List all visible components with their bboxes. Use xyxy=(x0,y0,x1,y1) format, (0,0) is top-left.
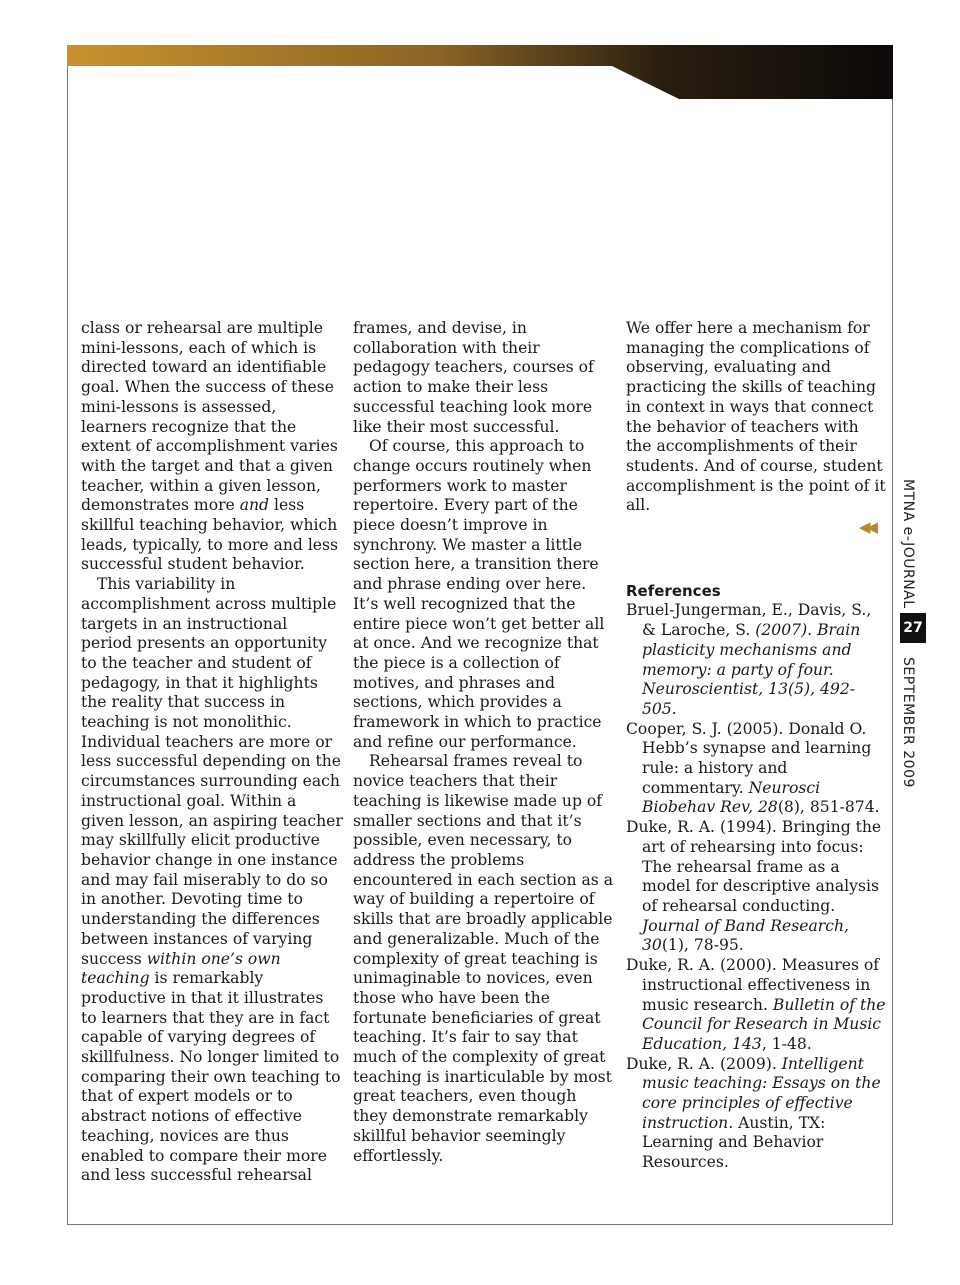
header-gradient-bar xyxy=(67,45,893,99)
article-column-1 xyxy=(81,319,343,1186)
reference-item: Duke, R. A. (2009). Intelligent music teaching: Essays on the core principles of effective instruction. Austin, TX: Learning and Behavior Resources. xyxy=(626,1054,881,1172)
article-column-3 xyxy=(626,319,888,1173)
paragraph: This variability in accomplishment across multiple targets in an instructional period presents an opportunity to the teacher and student of pedagogy, in that it highlights the reality that success in teaching is not monolithic. Individual teachers are more or less successful depending on the circumstances surrounding each instructional goal. Within a given lesson, an aspiring teacher may skillfully elicit productive behavior change in one instance and may fail miserably to do so in another. Devoting time to understanding the differences between instances of varying success within one’s own teaching is remarkably productive in that it illustrates to learners that they are in fact capable of varying degrees of skillfulness. No longer limited to comparing their own teaching to that of expert models or to abstract notions of effective teaching, novices are thus enabled to compare their more and less successful rehearsal xyxy=(81,575,343,1185)
paragraph: class or rehearsal are multiple mini-lessons, each of which is directed toward an identifiable goal. When the success of these mini-lessons is assessed, learners recognize that the extent of accomplishment varies with the target and that a given teacher, within a given lesson, demonstrates more and less skillful teaching behavior, which leads, typically, to more and less successful student behavior. xyxy=(81,319,339,574)
sidebar-folio xyxy=(900,479,926,799)
paragraph: Of course, this approach to change occurs routinely when performers work to master repertoire. Every part of the piece doesn’t improve in synchrony. We master a little section here, a transition there and phrase ending over here. It’s well recognized that the entire piece won’t get better all at once. And we recognize that the piece is a collection of motives, and phrases and sections, which provides a framework in which to practice and refine our performance. xyxy=(353,437,605,751)
reference-item: Duke, R. A. (2000). Measures of instructional effectiveness in music research. Bulletin of the Council for Research in Music Education, 143, 1-48. xyxy=(626,956,886,1053)
page-number: 27 xyxy=(900,613,926,643)
references-heading: References xyxy=(626,581,721,600)
paragraph: We offer here a mechanism for managing the complications of observing, evaluating and practicing the skills of teaching in context in ways that connect the behavior of teachers with the accomplishments of their students. And of course, student accomplishment is the point of it all. xyxy=(626,319,886,515)
reference-item: Cooper, S. J. (2005). Donald O. Hebb’s synapse and learning rule: a history and commentary. Neurosci Biobehav Rev, 28(8), 851-874. xyxy=(626,719,880,817)
paragraph: Rehearsal frames reveal to novice teachers that their teaching is likewise made up of smaller sections and that it’s possible, even necessary, to address the problems encountered in each section as a way of building a repertoire of skills that are broadly applicable and generalizable. Much of the complexity of great teaching is unimaginable to novices, even those who have been the fortunate beneficiaries of great teaching. It’s fair to say that much of the complexity of great teaching is inarticulable by most great teachers, even though they demonstrate remarkably skillful behavior seemingly effortlessly. xyxy=(353,752,613,1165)
end-of-article-icon: ◀◀ xyxy=(858,518,874,537)
reference-item: Duke, R. A. (1994). Bringing the art of rehearsing into focus: The rehearsal frame as a model for descriptive analysis of rehearsal conducting. Journal of Band Research, 30(1), 78-95. xyxy=(626,818,882,955)
journal-name: MTNA e-JOURNAL xyxy=(900,479,916,609)
issue-date: SEPTEMBER 2009 xyxy=(900,657,916,788)
paragraph: frames, and devise, in collaboration with their pedagogy teachers, courses of action to make their less successful teaching look more like their most successful. xyxy=(353,319,594,436)
reference-item: Bruel-Jungerman, E., Davis, S., & Laroche, S. (2007). Brain plasticity mechanisms and memory: a party of four. Neuroscientist, 13(5), 492-505. xyxy=(626,601,872,718)
article-column-2 xyxy=(353,319,615,1166)
